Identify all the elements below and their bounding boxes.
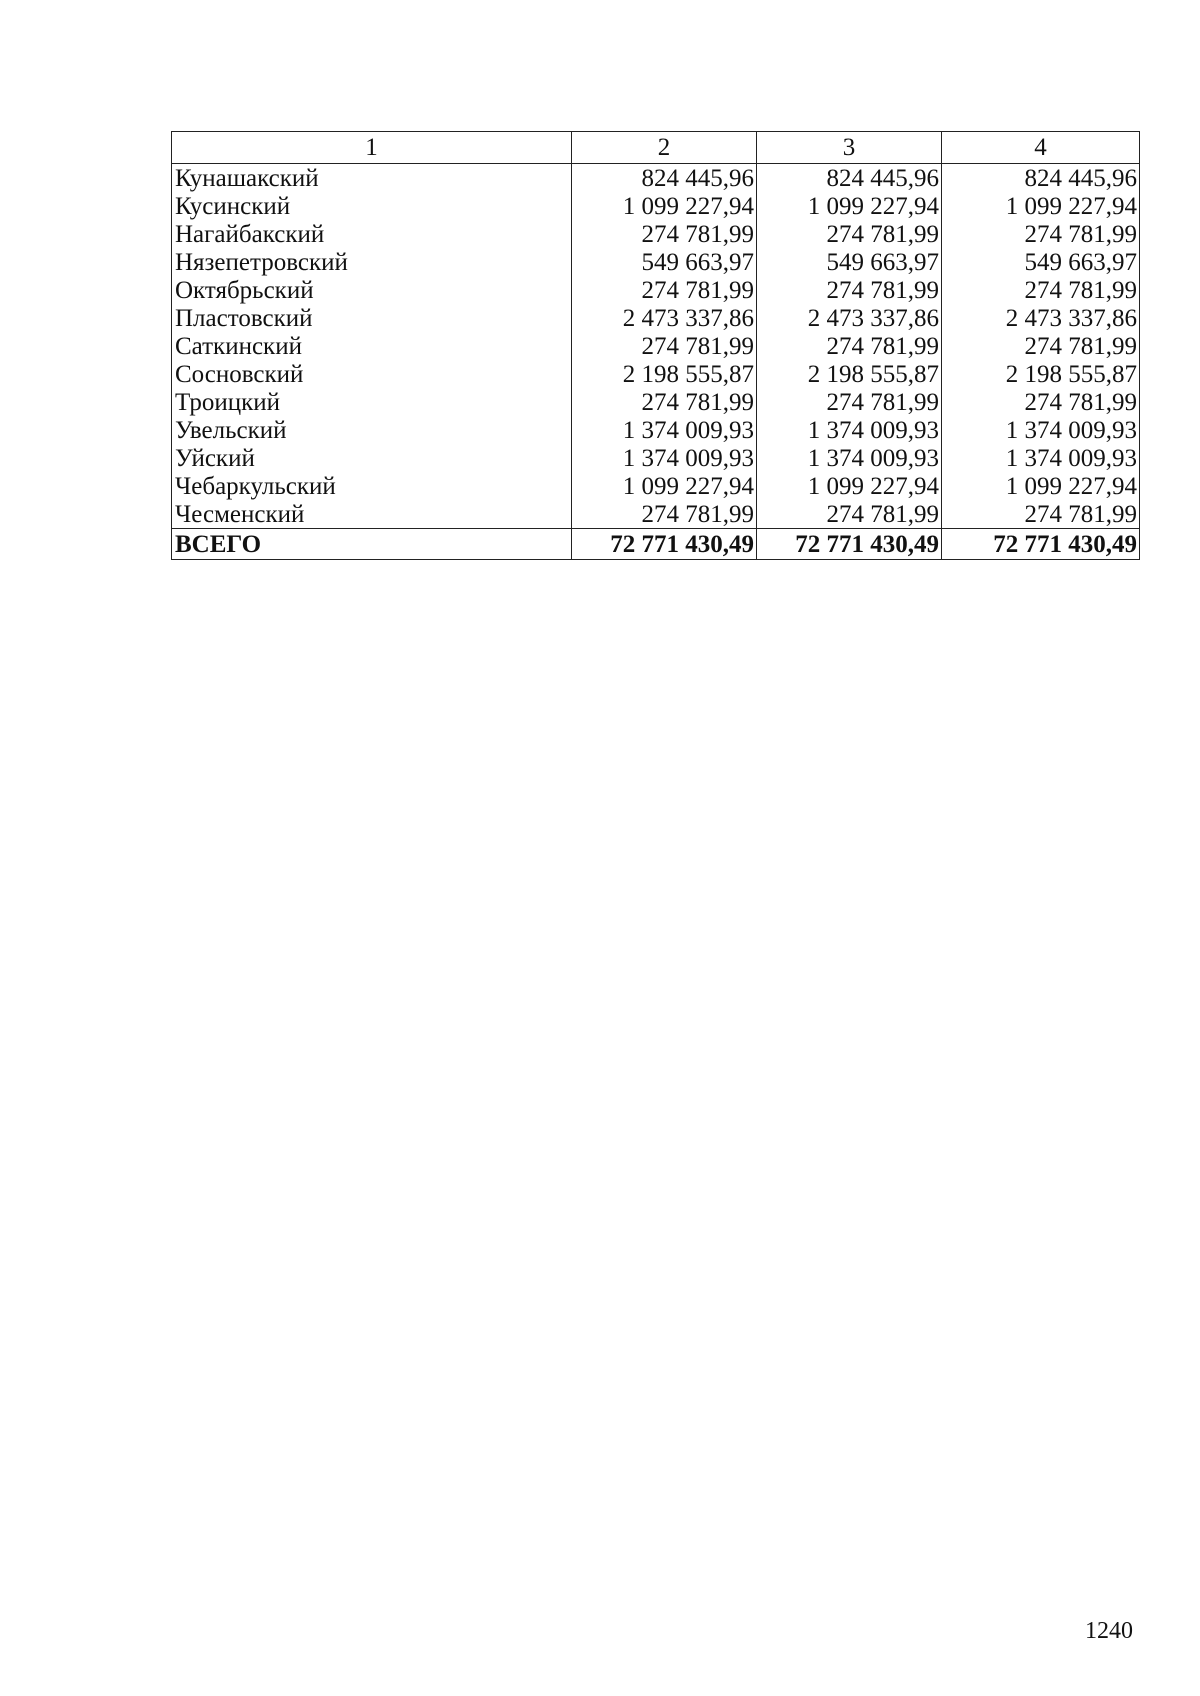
table-row: [172, 192, 1140, 220]
district-name: Чебаркульский: [172, 472, 572, 500]
amount-col-4: 274 781,99: [942, 332, 1140, 360]
total-value-col-2: 72 771 430,49: [572, 529, 757, 560]
amount-col-3: 1 099 227,94: [757, 472, 942, 500]
table-row: [172, 500, 1140, 529]
district-name: Октябрьский: [172, 276, 572, 304]
amount-col-3: 2 198 555,87: [757, 360, 942, 388]
district-name: Троицкий: [172, 388, 572, 416]
table-row: [172, 416, 1140, 444]
amount-col-3: 1 099 227,94: [757, 192, 942, 220]
amount-col-2: 274 781,99: [572, 500, 757, 529]
table-row: [172, 276, 1140, 304]
amount-col-4: 2 473 337,86: [942, 304, 1140, 332]
column-header-2: 2: [572, 132, 757, 164]
district-name: Кусинский: [172, 192, 572, 220]
amount-col-3: 1 374 009,93: [757, 416, 942, 444]
amount-col-2: 1 374 009,93: [572, 416, 757, 444]
table-row: [172, 332, 1140, 360]
amount-col-2: 1 099 227,94: [572, 192, 757, 220]
total-value-col-3: 72 771 430,49: [757, 529, 942, 560]
column-header-4: 4: [942, 132, 1140, 164]
district-name: Саткинский: [172, 332, 572, 360]
amount-col-3: 274 781,99: [757, 388, 942, 416]
district-name: Кунашакский: [172, 164, 572, 193]
amount-col-4: 1 099 227,94: [942, 192, 1140, 220]
amount-col-2: 274 781,99: [572, 220, 757, 248]
amount-col-4: 1 374 009,93: [942, 416, 1140, 444]
table-row: [172, 388, 1140, 416]
table-row: [172, 304, 1140, 332]
amount-col-4: 549 663,97: [942, 248, 1140, 276]
district-name: Уйский: [172, 444, 572, 472]
amount-col-3: 274 781,99: [757, 276, 942, 304]
amount-col-3: 549 663,97: [757, 248, 942, 276]
amount-col-2: 549 663,97: [572, 248, 757, 276]
table-footer: [172, 529, 1140, 560]
table-row: [172, 220, 1140, 248]
amount-col-4: 274 781,99: [942, 276, 1140, 304]
total-row: [172, 529, 1140, 560]
amount-col-4: 274 781,99: [942, 388, 1140, 416]
district-name: Сосновский: [172, 360, 572, 388]
header-row: [172, 132, 1140, 164]
table-body: [172, 164, 1140, 529]
amount-col-4: 824 445,96: [942, 164, 1140, 193]
amount-col-2: 2 473 337,86: [572, 304, 757, 332]
table-row: [172, 444, 1140, 472]
amount-col-3: 274 781,99: [757, 220, 942, 248]
district-name: Нязепетровский: [172, 248, 572, 276]
amount-col-4: 1 099 227,94: [942, 472, 1140, 500]
amount-col-3: 824 445,96: [757, 164, 942, 193]
allocation-table: [171, 131, 1140, 560]
amount-col-3: 274 781,99: [757, 332, 942, 360]
amount-col-3: 2 473 337,86: [757, 304, 942, 332]
amount-col-2: 1 374 009,93: [572, 444, 757, 472]
table-header: [172, 132, 1140, 164]
table-row: [172, 360, 1140, 388]
amount-col-2: 824 445,96: [572, 164, 757, 193]
amount-col-2: 2 198 555,87: [572, 360, 757, 388]
district-name: Нагайбакский: [172, 220, 572, 248]
amount-col-4: 1 374 009,93: [942, 444, 1140, 472]
amount-col-4: 274 781,99: [942, 500, 1140, 529]
amount-col-2: 274 781,99: [572, 388, 757, 416]
total-value-col-4: 72 771 430,49: [942, 529, 1140, 560]
table-row: [172, 472, 1140, 500]
district-name: Чесменский: [172, 500, 572, 529]
table-row: [172, 164, 1140, 193]
page-number: 1240: [1085, 1618, 1133, 1644]
amount-col-4: 2 198 555,87: [942, 360, 1140, 388]
amount-col-2: 1 099 227,94: [572, 472, 757, 500]
amount-col-4: 274 781,99: [942, 220, 1140, 248]
table-row: [172, 248, 1140, 276]
amount-col-3: 274 781,99: [757, 500, 942, 529]
column-header-1: 1: [172, 132, 572, 164]
district-name: Пластовский: [172, 304, 572, 332]
column-header-3: 3: [757, 132, 942, 164]
total-label: ВСЕГО: [172, 529, 572, 560]
amount-col-2: 274 781,99: [572, 332, 757, 360]
district-name: Увельский: [172, 416, 572, 444]
amount-col-3: 1 374 009,93: [757, 444, 942, 472]
amount-col-2: 274 781,99: [572, 276, 757, 304]
